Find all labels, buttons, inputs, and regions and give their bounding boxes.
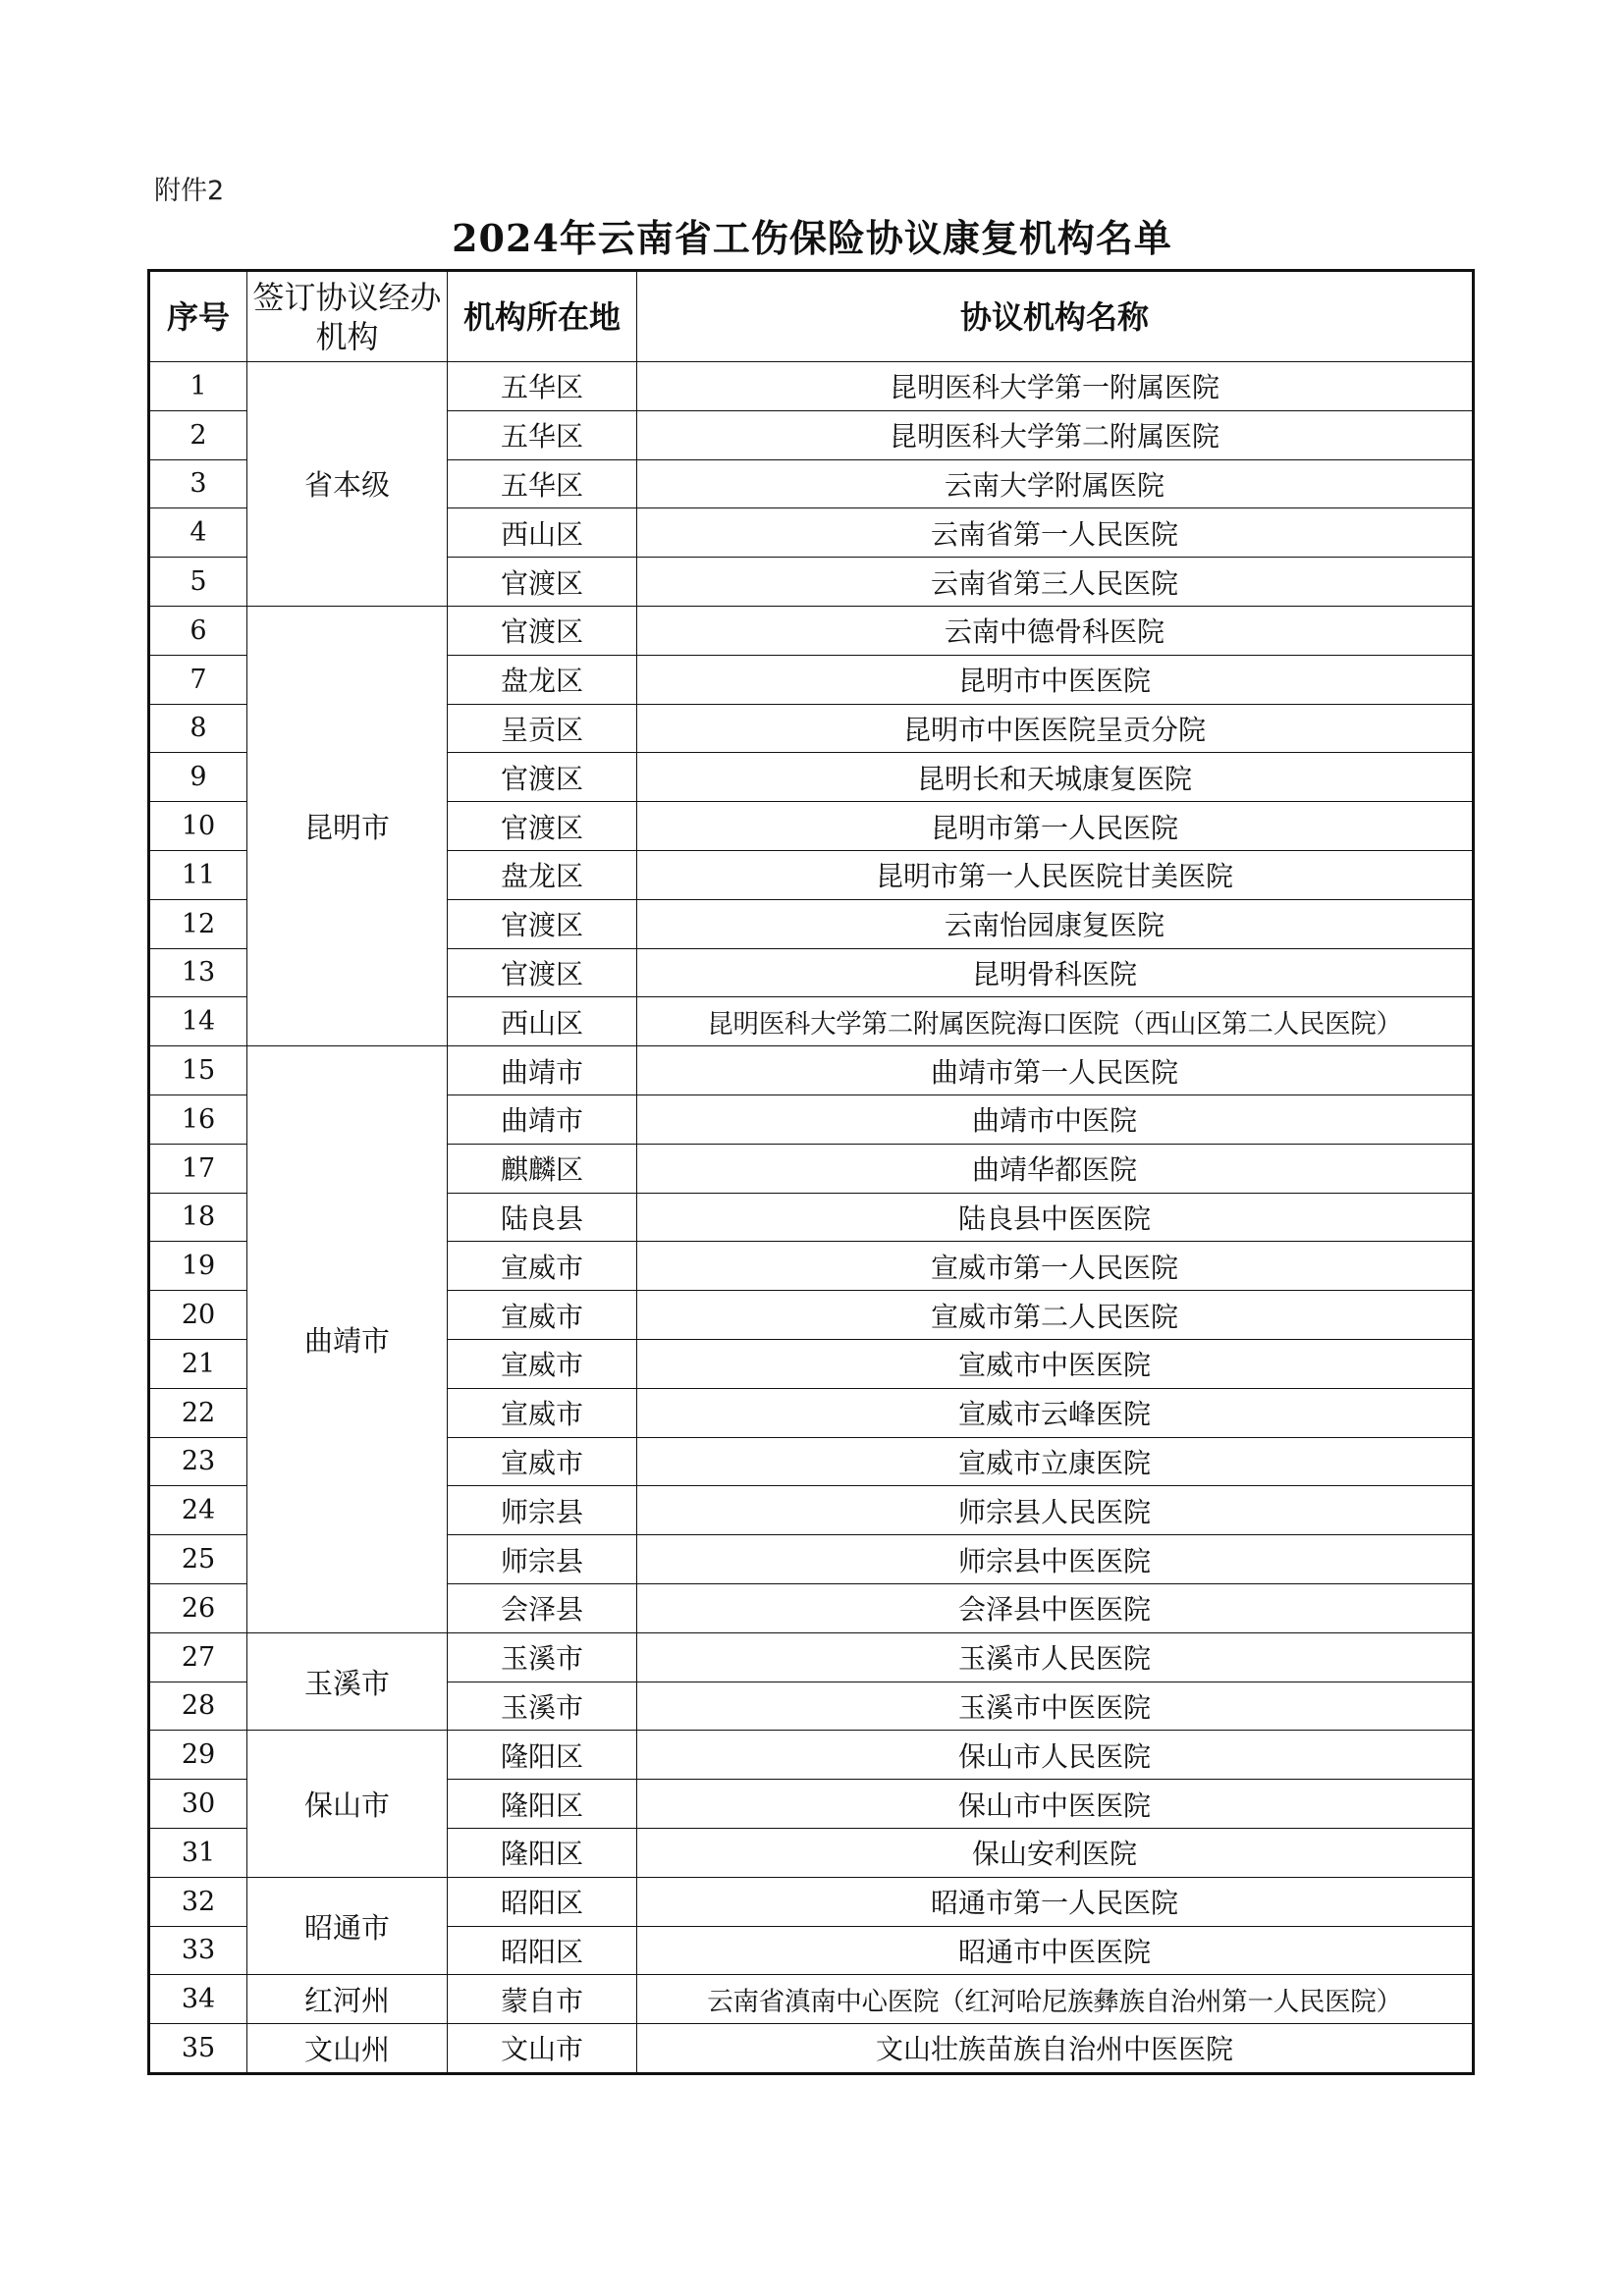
institution-name-cell: 云南大学附属医院 [637,459,1474,508]
institution-name-cell: 宣威市中医医院 [637,1339,1474,1388]
institution-name-cell: 保山市中医医院 [637,1780,1474,1829]
header-seq: 序号 [149,271,247,362]
table-row [149,606,1474,655]
location-cell: 五华区 [448,410,637,459]
institution-name-cell: 宣威市第一人民医院 [637,1242,1474,1291]
institution-name-cell: 云南省第三人民医院 [637,558,1474,607]
institution-name-cell: 师宗县人民医院 [637,1486,1474,1535]
location-cell: 官渡区 [448,948,637,997]
institution-table [147,269,1475,2075]
location-cell: 陆良县 [448,1193,637,1242]
institution-name-cell: 宣威市立康医院 [637,1437,1474,1486]
table-body [149,362,1474,2074]
seq-cell: 3 [149,459,247,508]
table-row [149,2024,1474,2074]
location-cell: 西山区 [448,508,637,558]
seq-cell: 21 [149,1339,247,1388]
seq-cell: 11 [149,850,247,899]
institution-name-cell: 宣威市第二人民医院 [637,1291,1474,1340]
institution-name-cell: 昆明市第一人民医院甘美医院 [637,850,1474,899]
seq-cell: 4 [149,508,247,558]
seq-cell: 8 [149,704,247,753]
page-title: 2024年云南省工伤保险协议康复机构名单 [452,216,1172,260]
location-cell: 盘龙区 [448,655,637,704]
seq-cell: 13 [149,948,247,997]
institution-name-cell: 保山市人民医院 [637,1731,1474,1780]
location-cell: 宣威市 [448,1339,637,1388]
seq-cell: 5 [149,558,247,607]
seq-cell: 6 [149,606,247,655]
institution-name-cell: 云南怡园康复医院 [637,899,1474,948]
seq-cell: 18 [149,1193,247,1242]
seq-cell: 24 [149,1486,247,1535]
seq-cell: 1 [149,362,247,411]
location-cell: 师宗县 [448,1486,637,1535]
header-location: 机构所在地 [448,271,637,362]
seq-cell: 28 [149,1682,247,1731]
location-cell: 蒙自市 [448,1975,637,2024]
header-agency: 签订协议经办机构 [247,271,448,362]
table-row [149,1975,1474,2024]
attachment-label: 附件2 [154,176,225,206]
seq-cell: 30 [149,1780,247,1829]
location-cell: 西山区 [448,997,637,1046]
location-cell: 文山市 [448,2024,637,2074]
agency-cell: 昆明市 [247,606,448,1045]
seq-cell: 20 [149,1291,247,1340]
institution-name-cell: 宣威市云峰医院 [637,1388,1474,1437]
location-cell: 师宗县 [448,1535,637,1584]
seq-cell: 29 [149,1731,247,1780]
institution-name-cell: 云南中德骨科医院 [637,606,1474,655]
seq-cell: 32 [149,1877,247,1926]
seq-cell: 10 [149,802,247,851]
location-cell: 宣威市 [448,1388,637,1437]
table-row [149,1632,1474,1682]
location-cell: 官渡区 [448,899,637,948]
location-cell: 宣威市 [448,1437,637,1486]
seq-cell: 15 [149,1046,247,1095]
institution-name-cell: 玉溪市中医医院 [637,1682,1474,1731]
location-cell: 曲靖市 [448,1046,637,1095]
seq-cell: 16 [149,1095,247,1144]
institution-name-cell: 保山安利医院 [637,1828,1474,1877]
location-cell: 宣威市 [448,1291,637,1340]
institution-name-cell: 文山壮族苗族自治州中医医院 [637,2024,1474,2074]
institution-name-cell: 昆明市中医医院 [637,655,1474,704]
location-cell: 玉溪市 [448,1632,637,1682]
institution-name-cell: 曲靖市中医院 [637,1095,1474,1144]
agency-cell: 省本级 [247,362,448,607]
seq-cell: 27 [149,1632,247,1682]
institution-name-cell: 陆良县中医医院 [637,1193,1474,1242]
location-cell: 盘龙区 [448,850,637,899]
institution-name-cell: 昭通市中医医院 [637,1926,1474,1975]
institution-name-cell: 会泽县中医医院 [637,1583,1474,1632]
institution-name-cell: 曲靖市第一人民医院 [637,1046,1474,1095]
table-header-row [149,271,1474,362]
institution-name-cell: 昆明医科大学第二附属医院海口医院（西山区第二人民医院） [637,997,1474,1046]
institution-name-cell: 昆明骨科医院 [637,948,1474,997]
location-cell: 官渡区 [448,558,637,607]
agency-cell: 昭通市 [247,1877,448,1975]
table-row [149,1877,1474,1926]
institution-name-cell: 昆明市中医医院呈贡分院 [637,704,1474,753]
institution-name-cell: 玉溪市人民医院 [637,1632,1474,1682]
table-row [149,1731,1474,1780]
location-cell: 玉溪市 [448,1682,637,1731]
seq-cell: 12 [149,899,247,948]
location-cell: 呈贡区 [448,704,637,753]
seq-cell: 35 [149,2024,247,2074]
institution-name-cell: 昆明医科大学第二附属医院 [637,410,1474,459]
seq-cell: 22 [149,1388,247,1437]
seq-cell: 26 [149,1583,247,1632]
location-cell: 曲靖市 [448,1095,637,1144]
agency-cell: 玉溪市 [247,1632,448,1731]
seq-cell: 9 [149,753,247,802]
table-row [149,1046,1474,1095]
agency-cell: 保山市 [247,1731,448,1877]
institution-name-cell: 昆明市第一人民医院 [637,802,1474,851]
seq-cell: 31 [149,1828,247,1877]
seq-cell: 23 [149,1437,247,1486]
seq-cell: 14 [149,997,247,1046]
location-cell: 官渡区 [448,753,637,802]
agency-cell: 文山州 [247,2024,448,2074]
seq-cell: 2 [149,410,247,459]
institution-name-cell: 师宗县中医医院 [637,1535,1474,1584]
seq-cell: 19 [149,1242,247,1291]
seq-cell: 25 [149,1535,247,1584]
location-cell: 隆阳区 [448,1780,637,1829]
institution-name-cell: 曲靖华都医院 [637,1144,1474,1193]
location-cell: 官渡区 [448,802,637,851]
institution-name-cell: 昆明医科大学第一附属医院 [637,362,1474,411]
seq-cell: 34 [149,1975,247,2024]
location-cell: 隆阳区 [448,1828,637,1877]
agency-cell: 红河州 [247,1975,448,2024]
institution-name-cell: 云南省第一人民医院 [637,508,1474,558]
table-row [149,362,1474,411]
location-cell: 五华区 [448,459,637,508]
seq-cell: 7 [149,655,247,704]
location-cell: 昭阳区 [448,1877,637,1926]
institution-name-cell: 昆明长和天城康复医院 [637,753,1474,802]
header-name: 协议机构名称 [637,271,1474,362]
location-cell: 隆阳区 [448,1731,637,1780]
location-cell: 五华区 [448,362,637,411]
location-cell: 宣威市 [448,1242,637,1291]
seq-cell: 17 [149,1144,247,1193]
location-cell: 官渡区 [448,606,637,655]
location-cell: 会泽县 [448,1583,637,1632]
location-cell: 昭阳区 [448,1926,637,1975]
agency-cell: 曲靖市 [247,1046,448,1633]
institution-name-cell: 昭通市第一人民医院 [637,1877,1474,1926]
location-cell: 麒麟区 [448,1144,637,1193]
institution-name-cell: 云南省滇南中心医院（红河哈尼族彝族自治州第一人民医院） [637,1975,1474,2024]
seq-cell: 33 [149,1926,247,1975]
